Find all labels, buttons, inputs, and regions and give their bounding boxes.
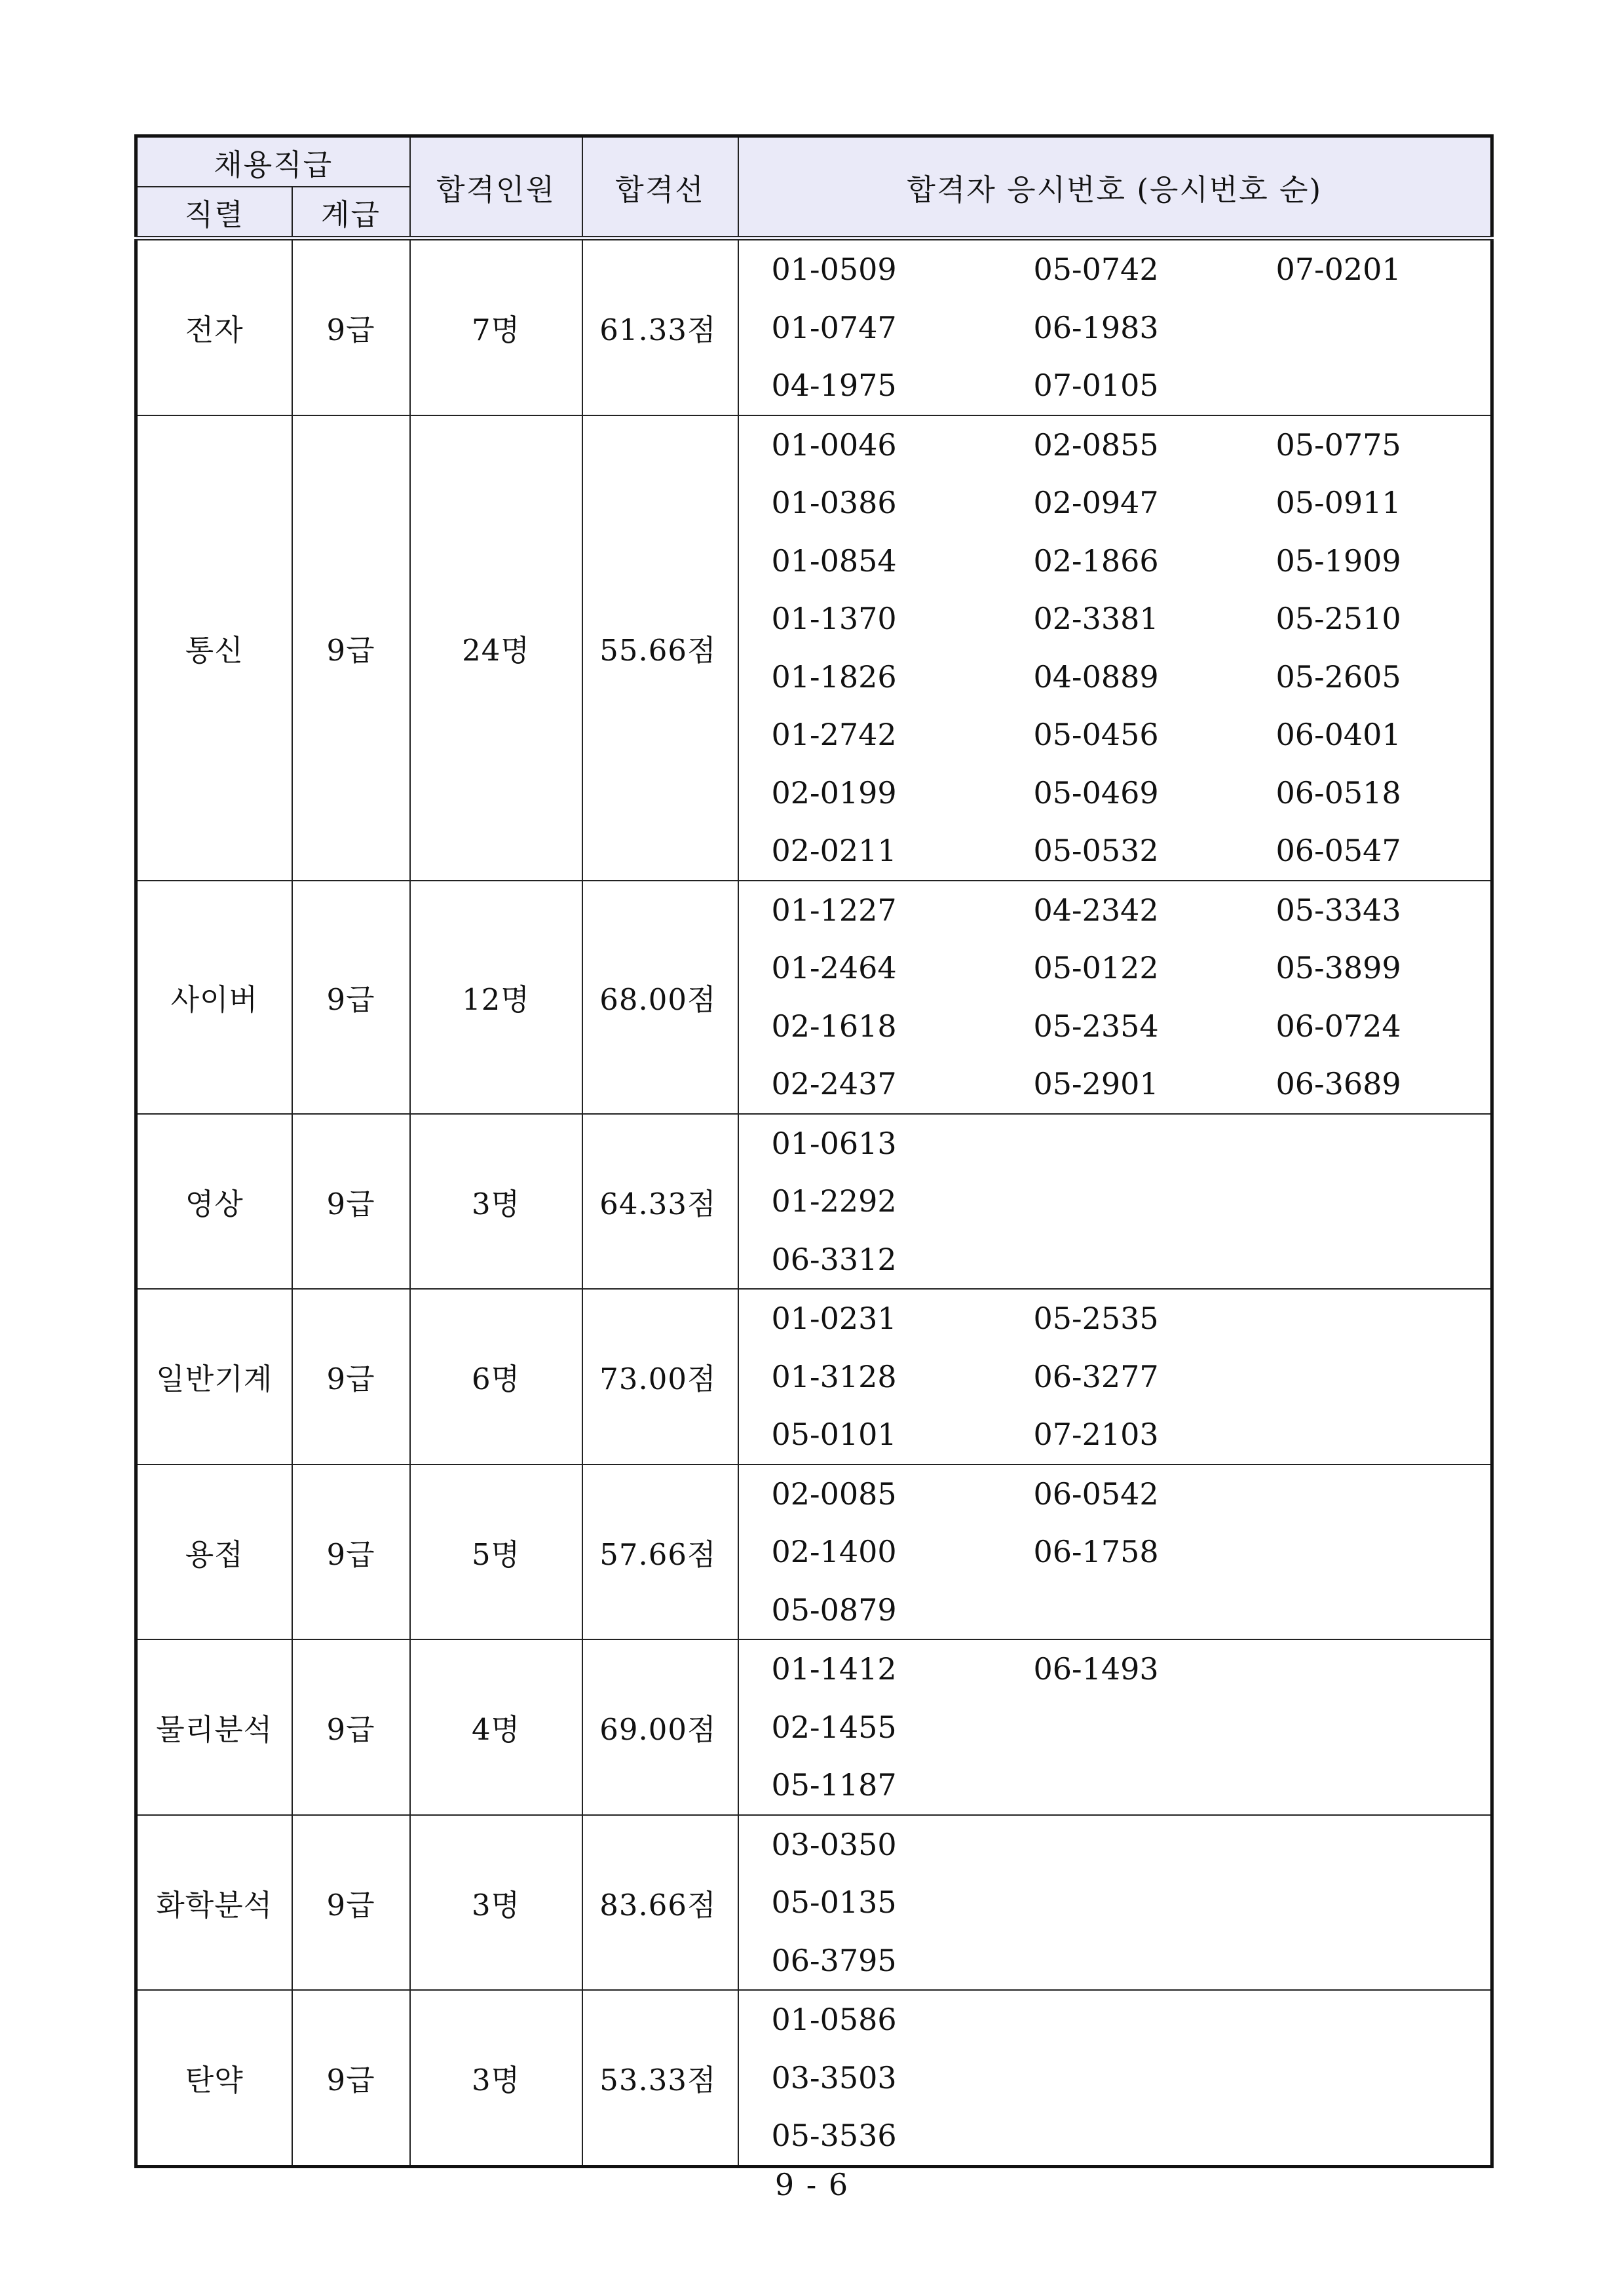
page-number: 9 - 6 (774, 2167, 850, 2202)
cutoff-score-cell: 69.00점 (582, 1639, 738, 1815)
candidate-number: 01-3128 (771, 1358, 897, 1394)
candidate-number (1276, 1640, 1526, 1698)
cutoff-score-cell: 68.00점 (582, 881, 738, 1114)
pass-count-cell: 6명 (410, 1289, 582, 1464)
results-table (134, 134, 1494, 2168)
candidate-number: 02-0085 (771, 1476, 897, 1512)
rank-cell: 9급 (292, 1464, 410, 1640)
candidate-numbers-cell (738, 239, 1492, 415)
candidate-number: 06-3312 (771, 1241, 897, 1277)
candidate-number (1034, 1698, 1276, 1757)
pass-count-cell: 3명 (410, 1114, 582, 1290)
candidate-number (1276, 2049, 1526, 2107)
series-cell: 일반기계 (136, 1289, 292, 1464)
candidate-number: 05-1187 (771, 1767, 897, 1803)
table-row (136, 415, 1492, 881)
candidate-number-grid (739, 1115, 1491, 1289)
candidate-number: 01-1826 (771, 659, 897, 695)
candidate-number (1034, 1231, 1276, 1289)
candidate-number: 06-1983 (1033, 309, 1159, 345)
pass-count-cell: 3명 (410, 1990, 582, 2166)
candidate-number: 05-2510 (1275, 601, 1401, 636)
table-row (136, 1815, 1492, 1991)
candidate-number (1034, 1932, 1276, 1990)
candidate-number (1276, 1523, 1526, 1581)
candidate-number (1034, 2049, 1276, 2107)
candidate-number: 05-2535 (1033, 1301, 1159, 1336)
table-row (136, 1464, 1492, 1640)
candidate-number: 05-0879 (771, 1592, 897, 1628)
candidate-number: 06-0547 (1275, 833, 1401, 868)
candidate-number (1276, 1873, 1526, 1932)
pass-count-cell: 3명 (410, 1815, 582, 1991)
series-cell: 영상 (136, 1114, 292, 1290)
header-rank: 계급 (292, 187, 410, 239)
cutoff-score-cell: 57.66점 (582, 1464, 738, 1640)
candidate-number: 03-0350 (771, 1826, 897, 1862)
candidate-number: 02-2437 (771, 1066, 897, 1101)
candidate-number: 01-0231 (771, 1301, 897, 1336)
rank-cell: 9급 (292, 1289, 410, 1464)
table-header (136, 136, 1492, 239)
candidate-number-grid (739, 416, 1491, 880)
series-cell: 통신 (136, 415, 292, 881)
rank-cell: 9급 (292, 1990, 410, 2166)
candidate-number: 02-1400 (771, 1534, 897, 1569)
pass-count-cell: 7명 (410, 239, 582, 415)
candidate-number: 05-0742 (1033, 252, 1159, 287)
candidate-number-grid (739, 1640, 1491, 1814)
candidate-number: 07-2103 (1033, 1417, 1159, 1452)
series-cell: 물리분석 (136, 1639, 292, 1815)
table-row (136, 1639, 1492, 1815)
candidate-number: 06-0724 (1275, 1008, 1401, 1044)
candidate-number: 07-0105 (1033, 368, 1159, 403)
candidate-number (1276, 1581, 1526, 1639)
series-cell: 용접 (136, 1464, 292, 1640)
candidate-numbers-cell (738, 1815, 1492, 1991)
candidate-number (1276, 1348, 1526, 1406)
candidate-number: 01-2464 (771, 950, 897, 985)
candidate-numbers-cell (738, 1464, 1492, 1640)
series-cell: 전자 (136, 239, 292, 415)
candidate-number (1276, 1172, 1526, 1231)
candidate-number: 06-0401 (1275, 717, 1401, 752)
candidate-numbers-cell (738, 881, 1492, 1114)
cutoff-score-cell: 53.33점 (582, 1990, 738, 2166)
candidate-number: 06-1758 (1033, 1534, 1159, 1569)
candidate-number: 06-3277 (1033, 1358, 1159, 1394)
candidate-number (1276, 1465, 1526, 1523)
cutoff-score-cell: 73.00점 (582, 1289, 738, 1464)
rank-cell: 9급 (292, 1815, 410, 1991)
candidate-number: 04-2342 (1033, 892, 1159, 928)
candidate-number-grid (739, 1816, 1491, 1990)
candidate-number: 05-2354 (1033, 1008, 1159, 1044)
candidate-number: 05-0775 (1275, 427, 1401, 463)
candidate-number: 02-0855 (1033, 427, 1159, 463)
candidate-number: 02-1618 (771, 1008, 897, 1044)
candidate-number: 01-0046 (771, 427, 897, 463)
candidate-number: 05-2605 (1275, 659, 1401, 695)
candidate-number-grid (739, 1991, 1491, 2165)
candidate-number: 01-1227 (771, 892, 897, 928)
series-cell: 탄약 (136, 1990, 292, 2166)
candidate-number (1034, 1581, 1276, 1639)
cutoff-score-cell: 61.33점 (582, 239, 738, 415)
candidate-number (1034, 1172, 1276, 1231)
candidate-numbers-cell (738, 1639, 1492, 1815)
candidate-number-grid (739, 240, 1491, 415)
candidate-number: 04-0889 (1033, 659, 1159, 695)
candidate-number: 01-2292 (771, 1183, 897, 1219)
table-row (136, 1289, 1492, 1464)
table-row (136, 881, 1492, 1114)
candidate-numbers-cell (738, 1289, 1492, 1464)
candidate-numbers-cell (738, 415, 1492, 881)
candidate-number: 01-2742 (771, 717, 897, 752)
candidate-number (1034, 1115, 1276, 1173)
pass-count-cell: 4명 (410, 1639, 582, 1815)
candidate-number (1034, 1991, 1276, 2049)
candidate-number: 05-3343 (1275, 892, 1401, 928)
candidate-number: 07-0201 (1275, 252, 1401, 287)
rank-cell: 9급 (292, 1114, 410, 1290)
cutoff-score-cell: 55.66점 (582, 415, 738, 881)
candidate-number: 01-1412 (771, 1651, 897, 1687)
candidate-numbers-cell (738, 1990, 1492, 2166)
candidate-number: 01-1370 (771, 601, 897, 636)
candidate-number: 05-0456 (1033, 717, 1159, 752)
candidate-number (1276, 1698, 1526, 1757)
candidate-number: 05-3899 (1275, 950, 1401, 985)
candidate-number (1276, 299, 1526, 357)
table-body (136, 239, 1492, 2167)
candidate-number (1034, 1816, 1276, 1874)
rank-cell: 9급 (292, 239, 410, 415)
candidate-number (1034, 2107, 1276, 2165)
candidate-number: 05-1909 (1275, 543, 1401, 579)
candidate-number (1276, 1115, 1526, 1173)
candidate-number: 05-0532 (1033, 833, 1159, 868)
pass-count-cell: 24명 (410, 415, 582, 881)
pass-count-cell: 12명 (410, 881, 582, 1114)
candidate-number (1276, 1406, 1526, 1464)
candidate-number: 02-0199 (771, 775, 897, 811)
header-grade-group: 채용직급 (136, 136, 410, 187)
pass-count-cell: 5명 (410, 1464, 582, 1640)
header-series: 직렬 (136, 187, 292, 239)
candidate-number (1276, 1991, 1526, 2049)
candidate-number: 05-0911 (1275, 485, 1401, 520)
candidate-number: 04-1975 (771, 368, 897, 403)
header-cutoff-score: 합격선 (582, 136, 738, 239)
rank-cell: 9급 (292, 415, 410, 881)
candidate-number: 01-0386 (771, 485, 897, 520)
candidate-number: 02-0947 (1033, 485, 1159, 520)
candidate-number: 01-0747 (771, 309, 897, 345)
candidate-number (1276, 1290, 1526, 1348)
table-row (136, 1114, 1492, 1290)
candidate-number: 06-3689 (1275, 1066, 1401, 1101)
candidate-number: 01-0613 (771, 1125, 897, 1161)
candidate-number: 02-3381 (1033, 601, 1159, 636)
candidate-number (1276, 1932, 1526, 1990)
header-candidate-numbers: 합격자 응시번호 (응시번호 순) (738, 136, 1492, 239)
candidate-number: 05-0101 (771, 1417, 897, 1452)
header-pass-count: 합격인원 (410, 136, 582, 239)
candidate-number: 06-0542 (1033, 1476, 1159, 1512)
candidate-number (1276, 1231, 1526, 1289)
candidate-number: 05-0122 (1033, 950, 1159, 985)
candidate-number-grid (739, 1465, 1491, 1639)
candidate-number (1034, 1756, 1276, 1814)
candidate-number: 05-0135 (771, 1885, 897, 1920)
table-row (136, 239, 1492, 415)
cutoff-score-cell: 64.33점 (582, 1114, 738, 1290)
candidate-number: 01-0586 (771, 2002, 897, 2037)
candidate-number (1276, 356, 1526, 415)
candidate-number: 01-0509 (771, 252, 897, 287)
candidate-number: 02-0211 (771, 833, 897, 868)
candidate-number (1276, 2107, 1526, 2165)
candidate-number: 05-2901 (1033, 1066, 1159, 1101)
candidate-number: 02-1866 (1033, 543, 1159, 579)
candidate-numbers-cell (738, 1114, 1492, 1290)
candidate-number: 02-1455 (771, 1709, 897, 1745)
table-row (136, 1990, 1492, 2166)
candidate-number-grid (739, 1290, 1491, 1464)
series-cell: 화학분석 (136, 1815, 292, 1991)
rank-cell: 9급 (292, 1639, 410, 1815)
candidate-number: 05-0469 (1033, 775, 1159, 811)
candidate-number: 05-3536 (771, 2118, 897, 2153)
candidate-number: 06-1493 (1033, 1651, 1159, 1687)
rank-cell: 9급 (292, 881, 410, 1114)
cutoff-score-cell: 83.66점 (582, 1815, 738, 1991)
candidate-number: 01-0854 (771, 543, 897, 579)
candidate-number (1276, 1816, 1526, 1874)
candidate-number: 03-3503 (771, 2059, 897, 2095)
candidate-number-grid (739, 881, 1491, 1113)
candidate-number: 06-3795 (771, 1942, 897, 1978)
candidate-number (1034, 1873, 1276, 1932)
candidate-number (1276, 1756, 1526, 1814)
candidate-number: 06-0518 (1275, 775, 1401, 811)
series-cell: 사이버 (136, 881, 292, 1114)
